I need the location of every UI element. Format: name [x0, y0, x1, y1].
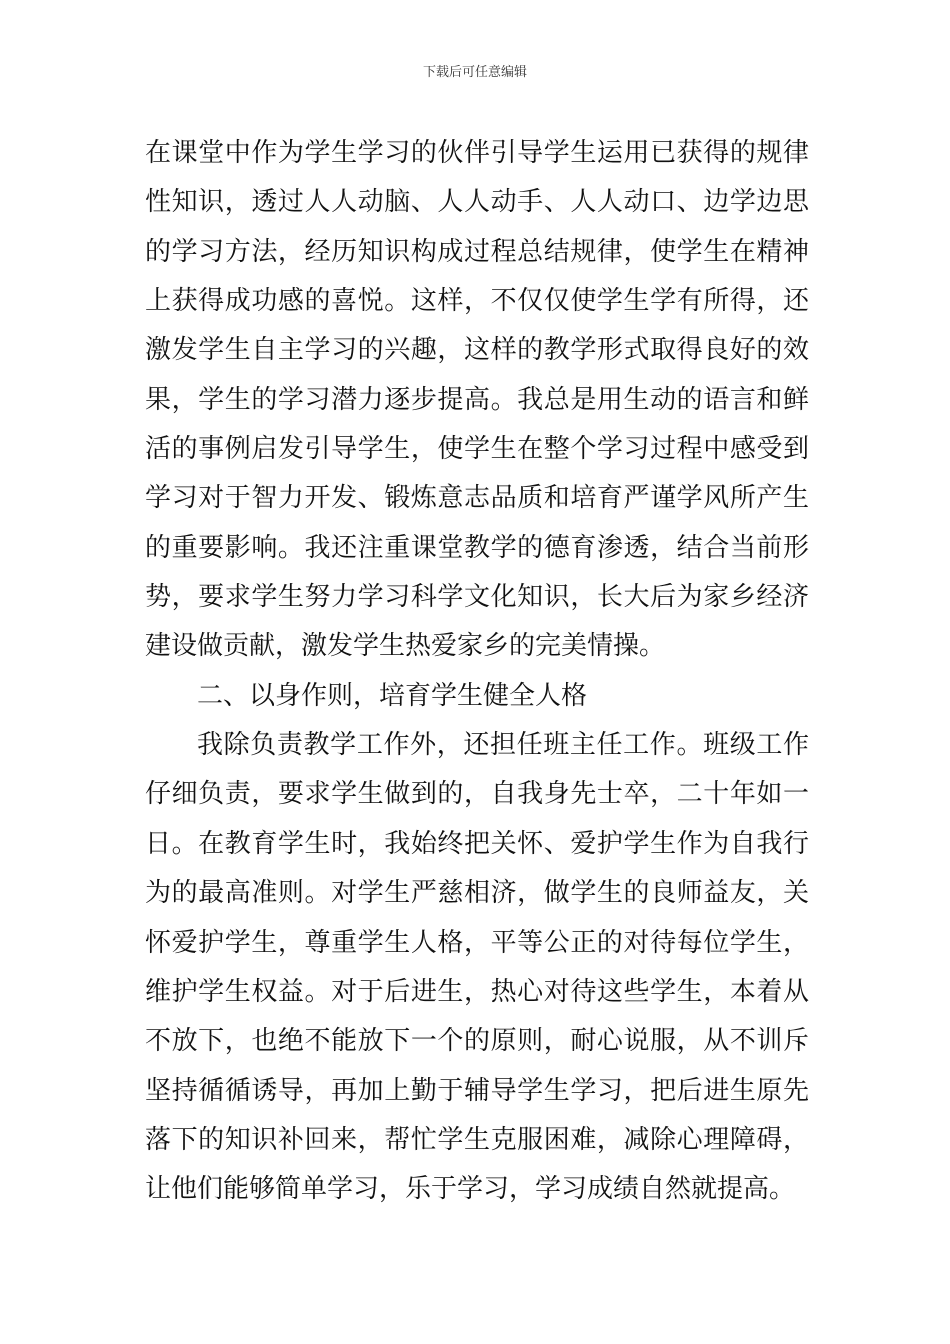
document-body [145, 129, 809, 1215]
paragraph-2-line-3: 日。在教育学生时，我始终把关怀、爱护学生作为自我行 [145, 828, 809, 859]
paragraph-2-line-2: 仔细负责，要求学生做到的，自我身先士卒，二十年如一 [145, 779, 809, 810]
paragraph-2-line-8: 坚持循循诱导，再加上勤于辅导学生学习，把后进生原先 [145, 1075, 809, 1106]
paragraph-1-line-11: 建设做贡献，激发学生热爱家乡的完美情操。 [145, 631, 666, 662]
paragraph-1-line-7: 活的事例启发引导学生，使学生在整个学习过程中感受到 [145, 434, 809, 465]
paragraph-2-line-4: 为的最高准则。对学生严慈相济，做学生的良师益友，关 [145, 878, 809, 909]
paragraph-2-line-5: 怀爱护学生，尊重学生人格，平等公正的对待每位学生， [145, 927, 809, 958]
paragraph-2-line-7: 不放下，也绝不能放下一个的原则，耐心说服，从不训斥 [145, 1026, 809, 1057]
paragraph-1-line-3: 的学习方法，经历知识构成过程总结规律，使学生在精神 [145, 236, 809, 267]
paragraph-2-line-10: 让他们能够简单学习，乐于学习，学习成绩自然就提高。 [145, 1174, 796, 1205]
paragraph-1-line-10: 势，要求学生努力学习科学文化知识，长大后为家乡经济 [145, 582, 809, 613]
paragraph-1-line-8: 学习对于智力开发、锻炼意志品质和培育严谨学风所产生 [145, 483, 809, 514]
paragraph-2-line-6: 维护学生权益。对于后进生，热心对待这些学生，本着从 [145, 976, 809, 1007]
paragraph-1-line-6: 果，学生的学习潜力逐步提高。我总是用生动的语言和鲜 [145, 384, 809, 415]
paragraph-2-line-9: 落下的知识补回来，帮忙学生克服困难，减除心理障碍， [145, 1124, 809, 1155]
paragraph-1-line-9: 的重要影响。我还注重课堂教学的德育渗透，结合当前形 [145, 532, 809, 563]
paragraph-1-line-4: 上获得成功感的喜悦。这样，不仅仅使学生学有所得，还 [145, 286, 809, 317]
paragraph-1-line-5: 激发学生自主学习的兴趣，这样的教学形式取得良好的效 [145, 335, 809, 366]
paragraph-1-line-1: 在课堂中作为学生学习的伙伴引导学生运用已获得的规律 [145, 138, 809, 168]
paragraph-1-line-2: 性知识，透过人人动脑、人人动手、人人动口、边学边思 [145, 187, 809, 218]
paragraph-2-line-1: 我除负责教学工作外，还担任班主任工作。班级工作 [197, 730, 809, 761]
page-header: 下载后可任意编辑 [422, 65, 527, 80]
section-heading: 二、以身作则，培育学生健全人格 [197, 680, 588, 711]
